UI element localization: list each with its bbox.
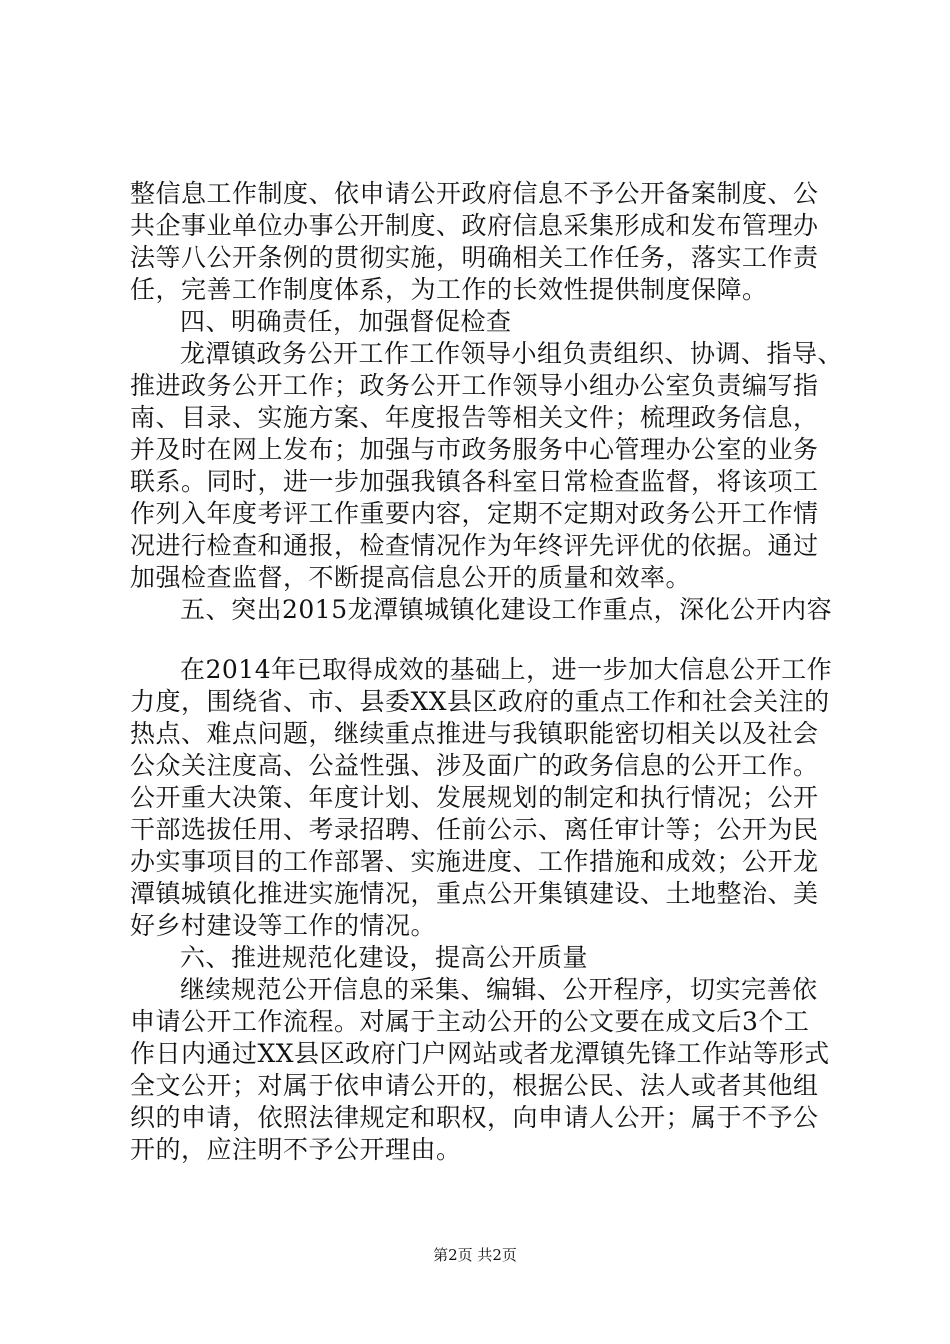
paragraph-line: 联系。同时，进一步加强我镇各科室日常检查监督，将该项工 — [130, 467, 819, 496]
paragraph-line: 加强检查监督，不断提高信息公开的质量和效率。 — [130, 563, 692, 592]
paragraph-line: 干部选拔任用、考录招聘、任前公示、离任审计等；公开为民 — [130, 815, 819, 844]
paragraph-line: 公众关注度高、公益性强、涉及面广的政务信息的公开工作。 — [130, 751, 819, 780]
paragraph-line: 热点、难点问题，继续重点推进与我镇职能密切相关以及社会 — [130, 719, 819, 748]
paragraph-line: 开的，应注明不予公开理由。 — [130, 1135, 462, 1164]
paragraph-line: 作日内通过XX县区政府门户网站或者龙潭镇先锋工作站等形式 — [130, 1039, 830, 1068]
paragraph-line: 好乡村建设等工作的情况。 — [130, 911, 437, 940]
paragraph-line: 推进政务公开工作；政务公开工作领导小组办公室负责编写指 — [130, 371, 819, 400]
paragraph-line: 法等八公开条例的贯彻实施，明确相关工作任务，落实工作责 — [130, 243, 819, 272]
paragraph-line: 在2014年已取得成效的基础上，进一步加大信息公开工作 — [180, 655, 833, 684]
paragraph-line: 申请公开工作流程。对属于主动公开的公文要在成文后3个工 — [130, 1007, 810, 1036]
section-heading-5: 五、突出2015龙潭镇城镇化建设工作重点，深化公开内容 — [180, 595, 833, 624]
paragraph-line: 龙潭镇政务公开工作工作领导小组负责组织、协调、指导、 — [180, 339, 844, 368]
section-heading-6: 六、推进规范化建设，提高公开质量 — [180, 943, 589, 972]
paragraph-line: 并及时在网上发布；加强与市政务服务中心管理办公室的业务 — [130, 435, 819, 464]
paragraph-line: 办实事项目的工作部署、实施进度、工作措施和成效；公开龙 — [130, 847, 819, 876]
section-heading-4: 四、明确责任，加强督促检查 — [180, 307, 512, 336]
paragraph-line: 作列入年度考评工作重要内容，定期不定期对政务公开工作情 — [130, 499, 819, 528]
paragraph-line: 任，完善工作制度体系，为工作的长效性提供制度保障。 — [130, 275, 768, 304]
paragraph-line: 力度，围绕省、市、县委XX县区政府的重点工作和社会关注的 — [130, 687, 830, 716]
paragraph-line: 潭镇城镇化推进实施情况，重点公开集镇建设、土地整治、美 — [130, 879, 819, 908]
paragraph-line: 整信息工作制度、依申请公开政府信息不予公开备案制度、公 — [130, 179, 819, 208]
paragraph-line: 公开重大决策、年度计划、发展规划的制定和执行情况；公开 — [130, 783, 819, 812]
page-number-footer: 第2页 共2页 — [433, 1246, 517, 1264]
paragraph-line: 共企事业单位办事公开制度、政府信息采集形成和发布管理办 — [130, 211, 819, 240]
paragraph-line: 况进行检查和通报，检查情况作为年终评先评优的依据。通过 — [130, 531, 819, 560]
paragraph-line: 全文公开；对属于依申请公开的，根据公民、法人或者其他组 — [130, 1071, 819, 1100]
paragraph-line: 织的申请，依照法律规定和职权，向申请人公开；属于不予公 — [130, 1103, 819, 1132]
paragraph-line: 南、目录、实施方案、年度报告等相关文件；梳理政务信息， — [130, 403, 819, 432]
paragraph-line: 继续规范公开信息的采集、编辑、公开程序，切实完善依 — [180, 975, 818, 1004]
